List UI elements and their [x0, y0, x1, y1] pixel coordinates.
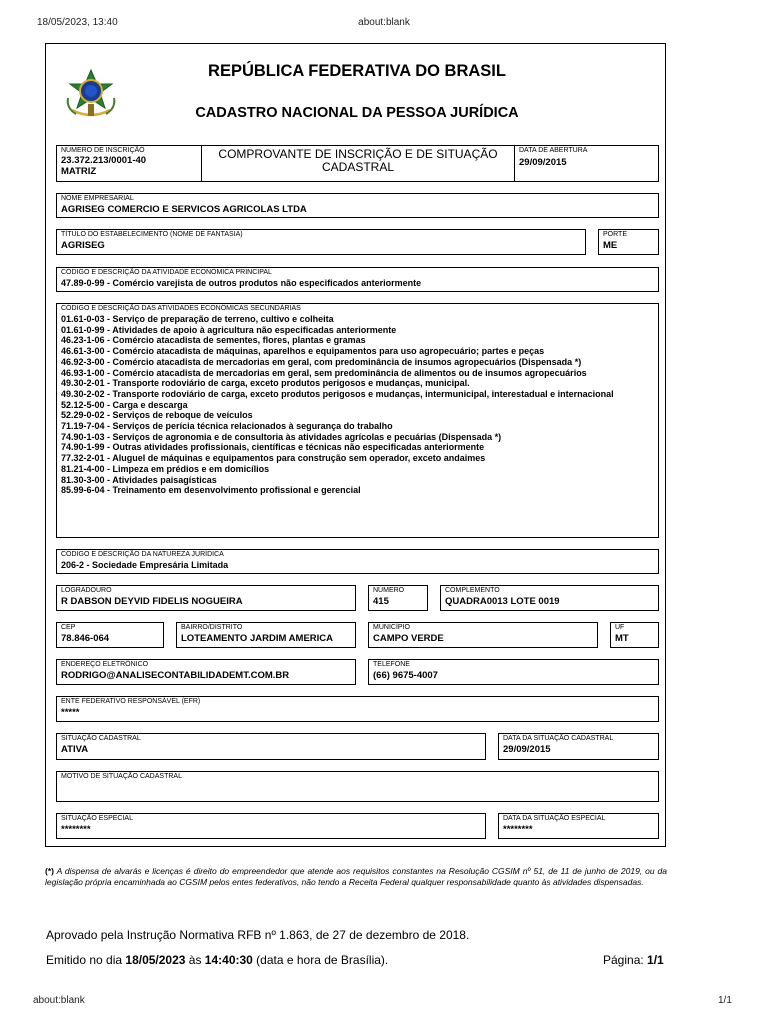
- motivo-box: [56, 771, 659, 802]
- list-item: 85.99-6-04 - Treinamento em desenvolvimento profissional e gerencial: [61, 485, 361, 496]
- cep-box: [56, 622, 164, 648]
- data-situacao-value: 29/09/2015: [503, 744, 551, 755]
- complemento-value: QUADRA0013 LOTE 0019: [445, 596, 560, 607]
- complemento-label: COMPLEMENTO: [445, 587, 500, 594]
- print-page-counter: 1/1: [718, 995, 732, 1006]
- situacao-box: [56, 733, 486, 760]
- list-item: 81.30-3-00 - Atividades paisagísticas: [61, 474, 217, 485]
- nome-label: NOME EMPRESARIAL: [61, 195, 134, 202]
- note-mark: (*): [45, 866, 54, 876]
- note-text: A dispensa de alvarás e licenças é direito do empreendedor que atende aos requisitos constantes na Resolução CGSIM nº 51, de 11 de junho de 2019, ou da legislação própria encaminhada ao CGSIM pelos entes federativos, não tendo a Receita Federal qualquer responsabilidade quanto às atividades dispensadas.: [45, 866, 667, 887]
- efr-value: *****: [61, 707, 80, 718]
- logradouro-value: R DABSON DEYVID FIDELIS NOGUEIRA: [61, 596, 243, 607]
- inscricao-value: 23.372.213/0001-40: [61, 155, 147, 166]
- nome-value: AGRISEG COMERCIO E SERVICOS AGRICOLAS LTDA: [61, 204, 307, 215]
- comprovante-box: [201, 145, 515, 182]
- email-value: RODRIGO@ANALISECONTABILIDADEMT.COM.BR: [61, 670, 290, 681]
- data-situacao-label: DATA DA SITUAÇÃO CADASTRAL: [503, 735, 614, 742]
- aprovado-text: Aprovado pela Instrução Normativa RFB nº 1.863, de 27 de dezembro de 2018.: [46, 928, 470, 942]
- telefone-label: TELEFONE: [373, 661, 410, 668]
- list-item: 52.12-5-00 - Carga e descarga: [61, 399, 188, 410]
- emitido-prefix: Emitido no dia: [46, 953, 126, 967]
- situacao-value: ATIVA: [61, 744, 89, 755]
- pagina-label: Página:: [603, 953, 648, 967]
- list-item: 01.61-0-99 - Atividades de apoio à agricultura não especificadas anteriormente: [61, 324, 397, 335]
- fantasia-label: TÍTULO DO ESTABELECIMENTO (NOME DE FANTASIA): [61, 231, 243, 238]
- data-situacao-box: [498, 733, 659, 760]
- inscricao-box: [56, 145, 202, 182]
- uf-label: UF: [615, 624, 625, 631]
- municipio-label: MUNICÍPIO: [373, 624, 410, 631]
- efr-label: ENTE FEDERATIVO RESPONSÁVEL (EFR): [61, 698, 201, 705]
- porte-box: [598, 229, 659, 255]
- list-item: 46.92-3-00 - Comércio atacadista de mercadorias em geral, com predominância de insumos agropecuários (Dispensada *): [61, 356, 582, 367]
- list-item: 46.61-3-00 - Comércio atacadista de máquinas, aparelhos e equipamentos para uso agropecuário; partes e peças: [61, 346, 545, 357]
- atividades-secundarias-box: [56, 303, 659, 538]
- municipio-value: CAMPO VERDE: [373, 633, 444, 644]
- cep-label: CEP: [61, 624, 76, 631]
- pagina-value: 1/1: [647, 953, 664, 967]
- list-item: 46.93-1-00 - Comércio atacadista de mercadorias em geral, sem predominância de alimentos ou de insumos agropecuários: [61, 367, 587, 378]
- uf-value: MT: [615, 633, 629, 644]
- abertura-value: 29/09/2015: [519, 157, 567, 168]
- nome-empresarial-box: [56, 193, 659, 218]
- porte-label: PORTE: [603, 231, 627, 238]
- list-item: 01.61-0-03 - Serviço de preparação de terreno, cultivo e colheita: [61, 314, 334, 324]
- email-label: ENDEREÇO ELETRÔNICO: [61, 661, 149, 668]
- secundarias-list: [61, 314, 656, 496]
- motivo-label: MOTIVO DE SITUAÇÃO CADASTRAL: [61, 773, 182, 780]
- list-item: 49.30-2-01 - Transporte rodoviário de carga, exceto produtos perigosos e mudanças, municipal.: [61, 378, 470, 389]
- list-item: 46.23-1-06 - Comércio atacadista de sementes, flores, plantas e gramas: [61, 335, 366, 346]
- list-item: 74.90-1-03 - Serviços de agronomia e de consultoria às atividades agrícolas e pecuárias (Dispensada *): [61, 431, 502, 442]
- comprovante-line2: CADASTRAL: [321, 160, 395, 174]
- fantasia-box: [56, 229, 586, 255]
- efr-box: [56, 696, 659, 722]
- data-especial-value: ********: [503, 824, 533, 835]
- natureza-box: [56, 549, 659, 574]
- numero-value: 415: [373, 596, 389, 607]
- principal-value: 47.89-0-99 - Comércio varejista de outros produtos não especificados anteriormente: [61, 278, 422, 288]
- telefone-value: (66) 9675-4007: [373, 670, 438, 681]
- municipio-box: [368, 622, 598, 648]
- especial-value: ********: [61, 824, 91, 835]
- list-item: 71.19-7-04 - Serviços de perícia técnica relacionados à segurança do trabalho: [61, 421, 393, 432]
- bairro-label: BAIRRO/DISTRITO: [181, 624, 243, 631]
- cep-value: 78.846-064: [61, 633, 110, 644]
- inscricao-tipo: MATRIZ: [61, 166, 97, 177]
- situacao-label: SITUAÇÃO CADASTRAL: [61, 735, 141, 742]
- list-item: 77.32-2-01 - Aluguel de máquinas e equipamentos para construção sem operador, exceto andaimes: [61, 453, 486, 464]
- emitido-text: [46, 953, 388, 967]
- list-item: 52.29-0-02 - Serviços de reboque de veículos: [61, 410, 253, 421]
- bairro-value: LOTEAMENTO JARDIM AMERICA: [181, 633, 333, 644]
- complemento-box: [440, 585, 659, 611]
- data-especial-label: DATA DA SITUAÇÃO ESPECIAL: [503, 815, 606, 822]
- emitido-mid: às: [185, 953, 205, 967]
- secundarias-label: CÓDIGO E DESCRIÇÃO DAS ATIVIDADES ECONÔMICAS SECUNDÁRIAS: [61, 305, 301, 312]
- telefone-box: [368, 659, 659, 685]
- list-item: 49.30-2-02 - Transporte rodoviário de carga, exceto produtos perigosos e mudanças, intermunicipal, interestadual e internacional: [61, 388, 614, 399]
- inscricao-label: NÚMERO DE INSCRIÇÃO: [61, 147, 145, 154]
- print-footer-url: about:blank: [33, 995, 85, 1006]
- porte-value: ME: [603, 240, 618, 251]
- fantasia-value: AGRISEG: [61, 240, 105, 251]
- natureza-value: 206-2 - Sociedade Empresária Limitada: [61, 560, 229, 570]
- email-box: [56, 659, 356, 685]
- especial-box: [56, 813, 486, 839]
- logradouro-label: LOGRADOURO: [61, 587, 112, 594]
- numero-label: NÚMERO: [373, 587, 405, 594]
- especial-label: SITUAÇÃO ESPECIAL: [61, 815, 133, 822]
- print-datetime: 18/05/2023, 13:40: [37, 17, 118, 28]
- abertura-box: [514, 145, 659, 182]
- pagina-text: [603, 953, 664, 967]
- principal-label: CÓDIGO E DESCRIÇÃO DA ATIVIDADE ECONÔMICA PRINCIPAL: [61, 269, 272, 276]
- comprovante-line1: COMPROVANTE DE INSCRIÇÃO E DE SITUAÇÃO: [218, 147, 498, 161]
- emitido-time: 14:40:30: [204, 953, 253, 967]
- list-item: 74.90-1-99 - Outras atividades profissionais, científicas e técnicas não especificadas anteriormente: [61, 442, 485, 453]
- numero-box: [368, 585, 428, 611]
- natureza-label: CÓDIGO E DESCRIÇÃO DA NATUREZA JURÍDICA: [61, 551, 224, 558]
- bairro-box: [176, 622, 356, 648]
- print-page-title: about:blank: [358, 17, 410, 28]
- cadastro-title: CADASTRO NACIONAL DA PESSOA JURÍDICA: [195, 105, 519, 121]
- emitido-date: 18/05/2023: [125, 953, 186, 967]
- dispensa-note: [45, 866, 667, 887]
- list-item: 81.21-4-00 - Limpeza em prédios e em domicílios: [61, 463, 270, 474]
- data-especial-box: [498, 813, 659, 839]
- logradouro-box: [56, 585, 356, 611]
- atividade-principal-box: [56, 267, 659, 292]
- republic-title: REPÚBLICA FEDERATIVA DO BRASIL: [208, 62, 506, 80]
- uf-box: [610, 622, 659, 648]
- emitido-suffix: (data e hora de Brasília).: [252, 953, 389, 967]
- abertura-label: DATA DE ABERTURA: [519, 147, 588, 154]
